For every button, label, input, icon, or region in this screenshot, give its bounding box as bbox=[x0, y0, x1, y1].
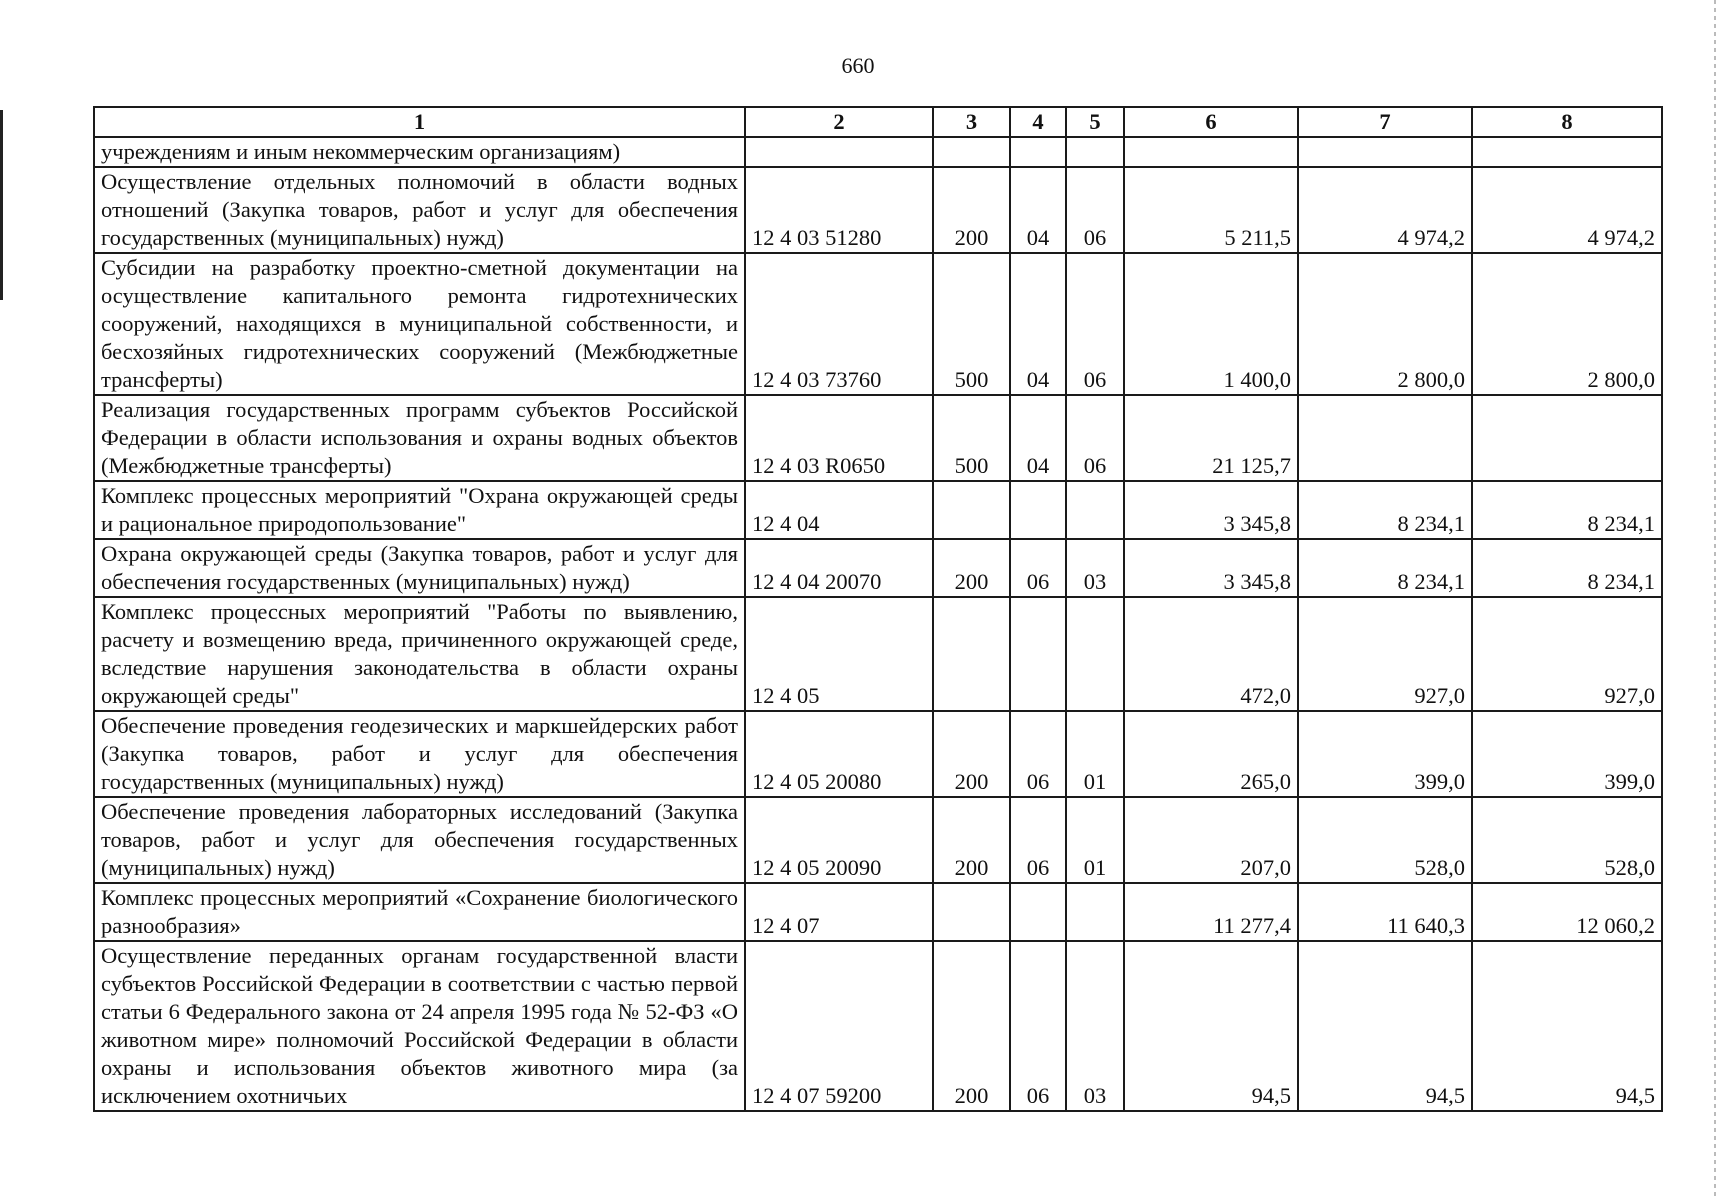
amount-year-1: 94,5 bbox=[1124, 941, 1298, 1111]
section-code bbox=[1010, 883, 1066, 941]
table-row bbox=[94, 797, 1662, 883]
section-code: 04 bbox=[1010, 167, 1066, 253]
amount-year-2: 11 640,3 bbox=[1298, 883, 1472, 941]
amount-year-3 bbox=[1472, 395, 1662, 481]
scan-edge-mark bbox=[0, 110, 3, 300]
expense-type-code: 200 bbox=[933, 941, 1010, 1111]
target-article-code: 12 4 03 73760 bbox=[745, 253, 933, 395]
amount-year-3: 927,0 bbox=[1472, 597, 1662, 711]
amount-year-1: 472,0 bbox=[1124, 597, 1298, 711]
amount-year-3: 4 974,2 bbox=[1472, 167, 1662, 253]
row-description: Реализация государственных программ субъектов Российской Федерации в области использования и охраны водных объектов (Межбюджетные трансферты) bbox=[94, 395, 745, 481]
amount-year-3: 94,5 bbox=[1472, 941, 1662, 1111]
amount-year-1: 21 125,7 bbox=[1124, 395, 1298, 481]
target-article-code: 12 4 03 51280 bbox=[745, 167, 933, 253]
target-article-code bbox=[745, 137, 933, 167]
amount-year-3: 8 234,1 bbox=[1472, 539, 1662, 597]
expense-type-code: 200 bbox=[933, 797, 1010, 883]
amount-year-3: 12 060,2 bbox=[1472, 883, 1662, 941]
amount-year-3: 2 800,0 bbox=[1472, 253, 1662, 395]
target-article-code: 12 4 04 bbox=[745, 481, 933, 539]
subsection-code: 06 bbox=[1066, 395, 1124, 481]
subsection-code bbox=[1066, 597, 1124, 711]
row-description: Осуществление переданных органам государственной власти субъектов Российской Федерации в соответствии с частью первой статьи 6 Федерального закона от 24 апреля 1995 года № 52-ФЗ «О животном мире» полномочий Российской Федерации в области охраны и использования объектов животного мира (за исключением охотничьих bbox=[94, 941, 745, 1111]
amount-year-3: 399,0 bbox=[1472, 711, 1662, 797]
section-code: 06 bbox=[1010, 711, 1066, 797]
section-code bbox=[1010, 597, 1066, 711]
amount-year-2: 8 234,1 bbox=[1298, 539, 1472, 597]
row-description: Комплекс процессных мероприятий "Работы по выявлению, расчету и возмещению вреда, причиненного окружающей среде, вследствие нарушения законодательства в области охраны окружающей среды" bbox=[94, 597, 745, 711]
table-row bbox=[94, 597, 1662, 711]
expense-type-code: 200 bbox=[933, 711, 1010, 797]
table-row bbox=[94, 711, 1662, 797]
expense-type-code: 500 bbox=[933, 253, 1010, 395]
amount-year-2: 528,0 bbox=[1298, 797, 1472, 883]
column-header: 4 bbox=[1010, 107, 1066, 137]
target-article-code: 12 4 05 20080 bbox=[745, 711, 933, 797]
column-header: 2 bbox=[745, 107, 933, 137]
expense-type-code: 500 bbox=[933, 395, 1010, 481]
row-description: Комплекс процессных мероприятий «Сохранение биологического разнообразия» bbox=[94, 883, 745, 941]
amount-year-2 bbox=[1298, 137, 1472, 167]
column-header: 8 bbox=[1472, 107, 1662, 137]
table-row bbox=[94, 395, 1662, 481]
section-code bbox=[1010, 137, 1066, 167]
amount-year-1: 5 211,5 bbox=[1124, 167, 1298, 253]
amount-year-2: 4 974,2 bbox=[1298, 167, 1472, 253]
subsection-code bbox=[1066, 481, 1124, 539]
table-row bbox=[94, 481, 1662, 539]
row-description: Обеспечение проведения лабораторных исследований (Закупка товаров, работ и услуг для обеспечения государственных (муниципальных) нужд) bbox=[94, 797, 745, 883]
amount-year-2: 8 234,1 bbox=[1298, 481, 1472, 539]
target-article-code: 12 4 07 bbox=[745, 883, 933, 941]
column-header: 6 bbox=[1124, 107, 1298, 137]
column-header: 1 bbox=[94, 107, 745, 137]
amount-year-3: 528,0 bbox=[1472, 797, 1662, 883]
amount-year-1: 3 345,8 bbox=[1124, 539, 1298, 597]
expense-type-code bbox=[933, 597, 1010, 711]
section-code bbox=[1010, 481, 1066, 539]
subsection-code: 06 bbox=[1066, 167, 1124, 253]
table-row bbox=[94, 137, 1662, 167]
table-row bbox=[94, 253, 1662, 395]
row-description: Обеспечение проведения геодезических и маркшейдерских работ (Закупка товаров, работ и услуг для обеспечения государственных (муниципальных) нужд) bbox=[94, 711, 745, 797]
table-row bbox=[94, 539, 1662, 597]
subsection-code: 06 bbox=[1066, 253, 1124, 395]
table-row bbox=[94, 883, 1662, 941]
target-article-code: 12 4 07 59200 bbox=[745, 941, 933, 1111]
target-article-code: 12 4 04 20070 bbox=[745, 539, 933, 597]
table-header-row bbox=[94, 107, 1662, 137]
expense-type-code bbox=[933, 883, 1010, 941]
amount-year-2: 399,0 bbox=[1298, 711, 1472, 797]
amount-year-1: 207,0 bbox=[1124, 797, 1298, 883]
amount-year-1: 11 277,4 bbox=[1124, 883, 1298, 941]
column-header: 3 bbox=[933, 107, 1010, 137]
amount-year-1: 3 345,8 bbox=[1124, 481, 1298, 539]
row-description: учреждениям и иным некоммерческим организациям) bbox=[94, 137, 745, 167]
section-code: 04 bbox=[1010, 253, 1066, 395]
table-row bbox=[94, 941, 1662, 1111]
column-header: 5 bbox=[1066, 107, 1124, 137]
amount-year-1 bbox=[1124, 137, 1298, 167]
column-header: 7 bbox=[1298, 107, 1472, 137]
amount-year-2 bbox=[1298, 395, 1472, 481]
expense-type-code bbox=[933, 481, 1010, 539]
target-article-code: 12 4 03 R0650 bbox=[745, 395, 933, 481]
row-description: Субсидии на разработку проектно-сметной документации на осуществление капитального ремонта гидротехнических сооружений, находящихся в муниципальной собственности, и бесхозяйных гидротехнических сооружений (Межбюджетные трансферты) bbox=[94, 253, 745, 395]
target-article-code: 12 4 05 20090 bbox=[745, 797, 933, 883]
section-code: 06 bbox=[1010, 797, 1066, 883]
amount-year-3 bbox=[1472, 137, 1662, 167]
subsection-code bbox=[1066, 137, 1124, 167]
amount-year-2: 927,0 bbox=[1298, 597, 1472, 711]
target-article-code: 12 4 05 bbox=[745, 597, 933, 711]
subsection-code bbox=[1066, 883, 1124, 941]
subsection-code: 01 bbox=[1066, 797, 1124, 883]
budget-table bbox=[93, 106, 1663, 1112]
subsection-code: 03 bbox=[1066, 539, 1124, 597]
expense-type-code: 200 bbox=[933, 167, 1010, 253]
expense-type-code bbox=[933, 137, 1010, 167]
row-description: Охрана окружающей среды (Закупка товаров, работ и услуг для обеспечения государственных (муниципальных) нужд) bbox=[94, 539, 745, 597]
expense-type-code: 200 bbox=[933, 539, 1010, 597]
row-description: Комплекс процессных мероприятий "Охрана окружающей среды и рациональное природопользование" bbox=[94, 481, 745, 539]
table-row bbox=[94, 167, 1662, 253]
page-number: 660 bbox=[841, 53, 875, 78]
section-code: 06 bbox=[1010, 539, 1066, 597]
amount-year-2: 94,5 bbox=[1298, 941, 1472, 1111]
section-code: 06 bbox=[1010, 941, 1066, 1111]
amount-year-3: 8 234,1 bbox=[1472, 481, 1662, 539]
row-description: Осуществление отдельных полномочий в области водных отношений (Закупка товаров, работ и услуг для обеспечения государственных (муниципальных) нужд) bbox=[94, 167, 745, 253]
amount-year-1: 265,0 bbox=[1124, 711, 1298, 797]
amount-year-2: 2 800,0 bbox=[1298, 253, 1472, 395]
subsection-code: 03 bbox=[1066, 941, 1124, 1111]
section-code: 04 bbox=[1010, 395, 1066, 481]
subsection-code: 01 bbox=[1066, 711, 1124, 797]
amount-year-1: 1 400,0 bbox=[1124, 253, 1298, 395]
